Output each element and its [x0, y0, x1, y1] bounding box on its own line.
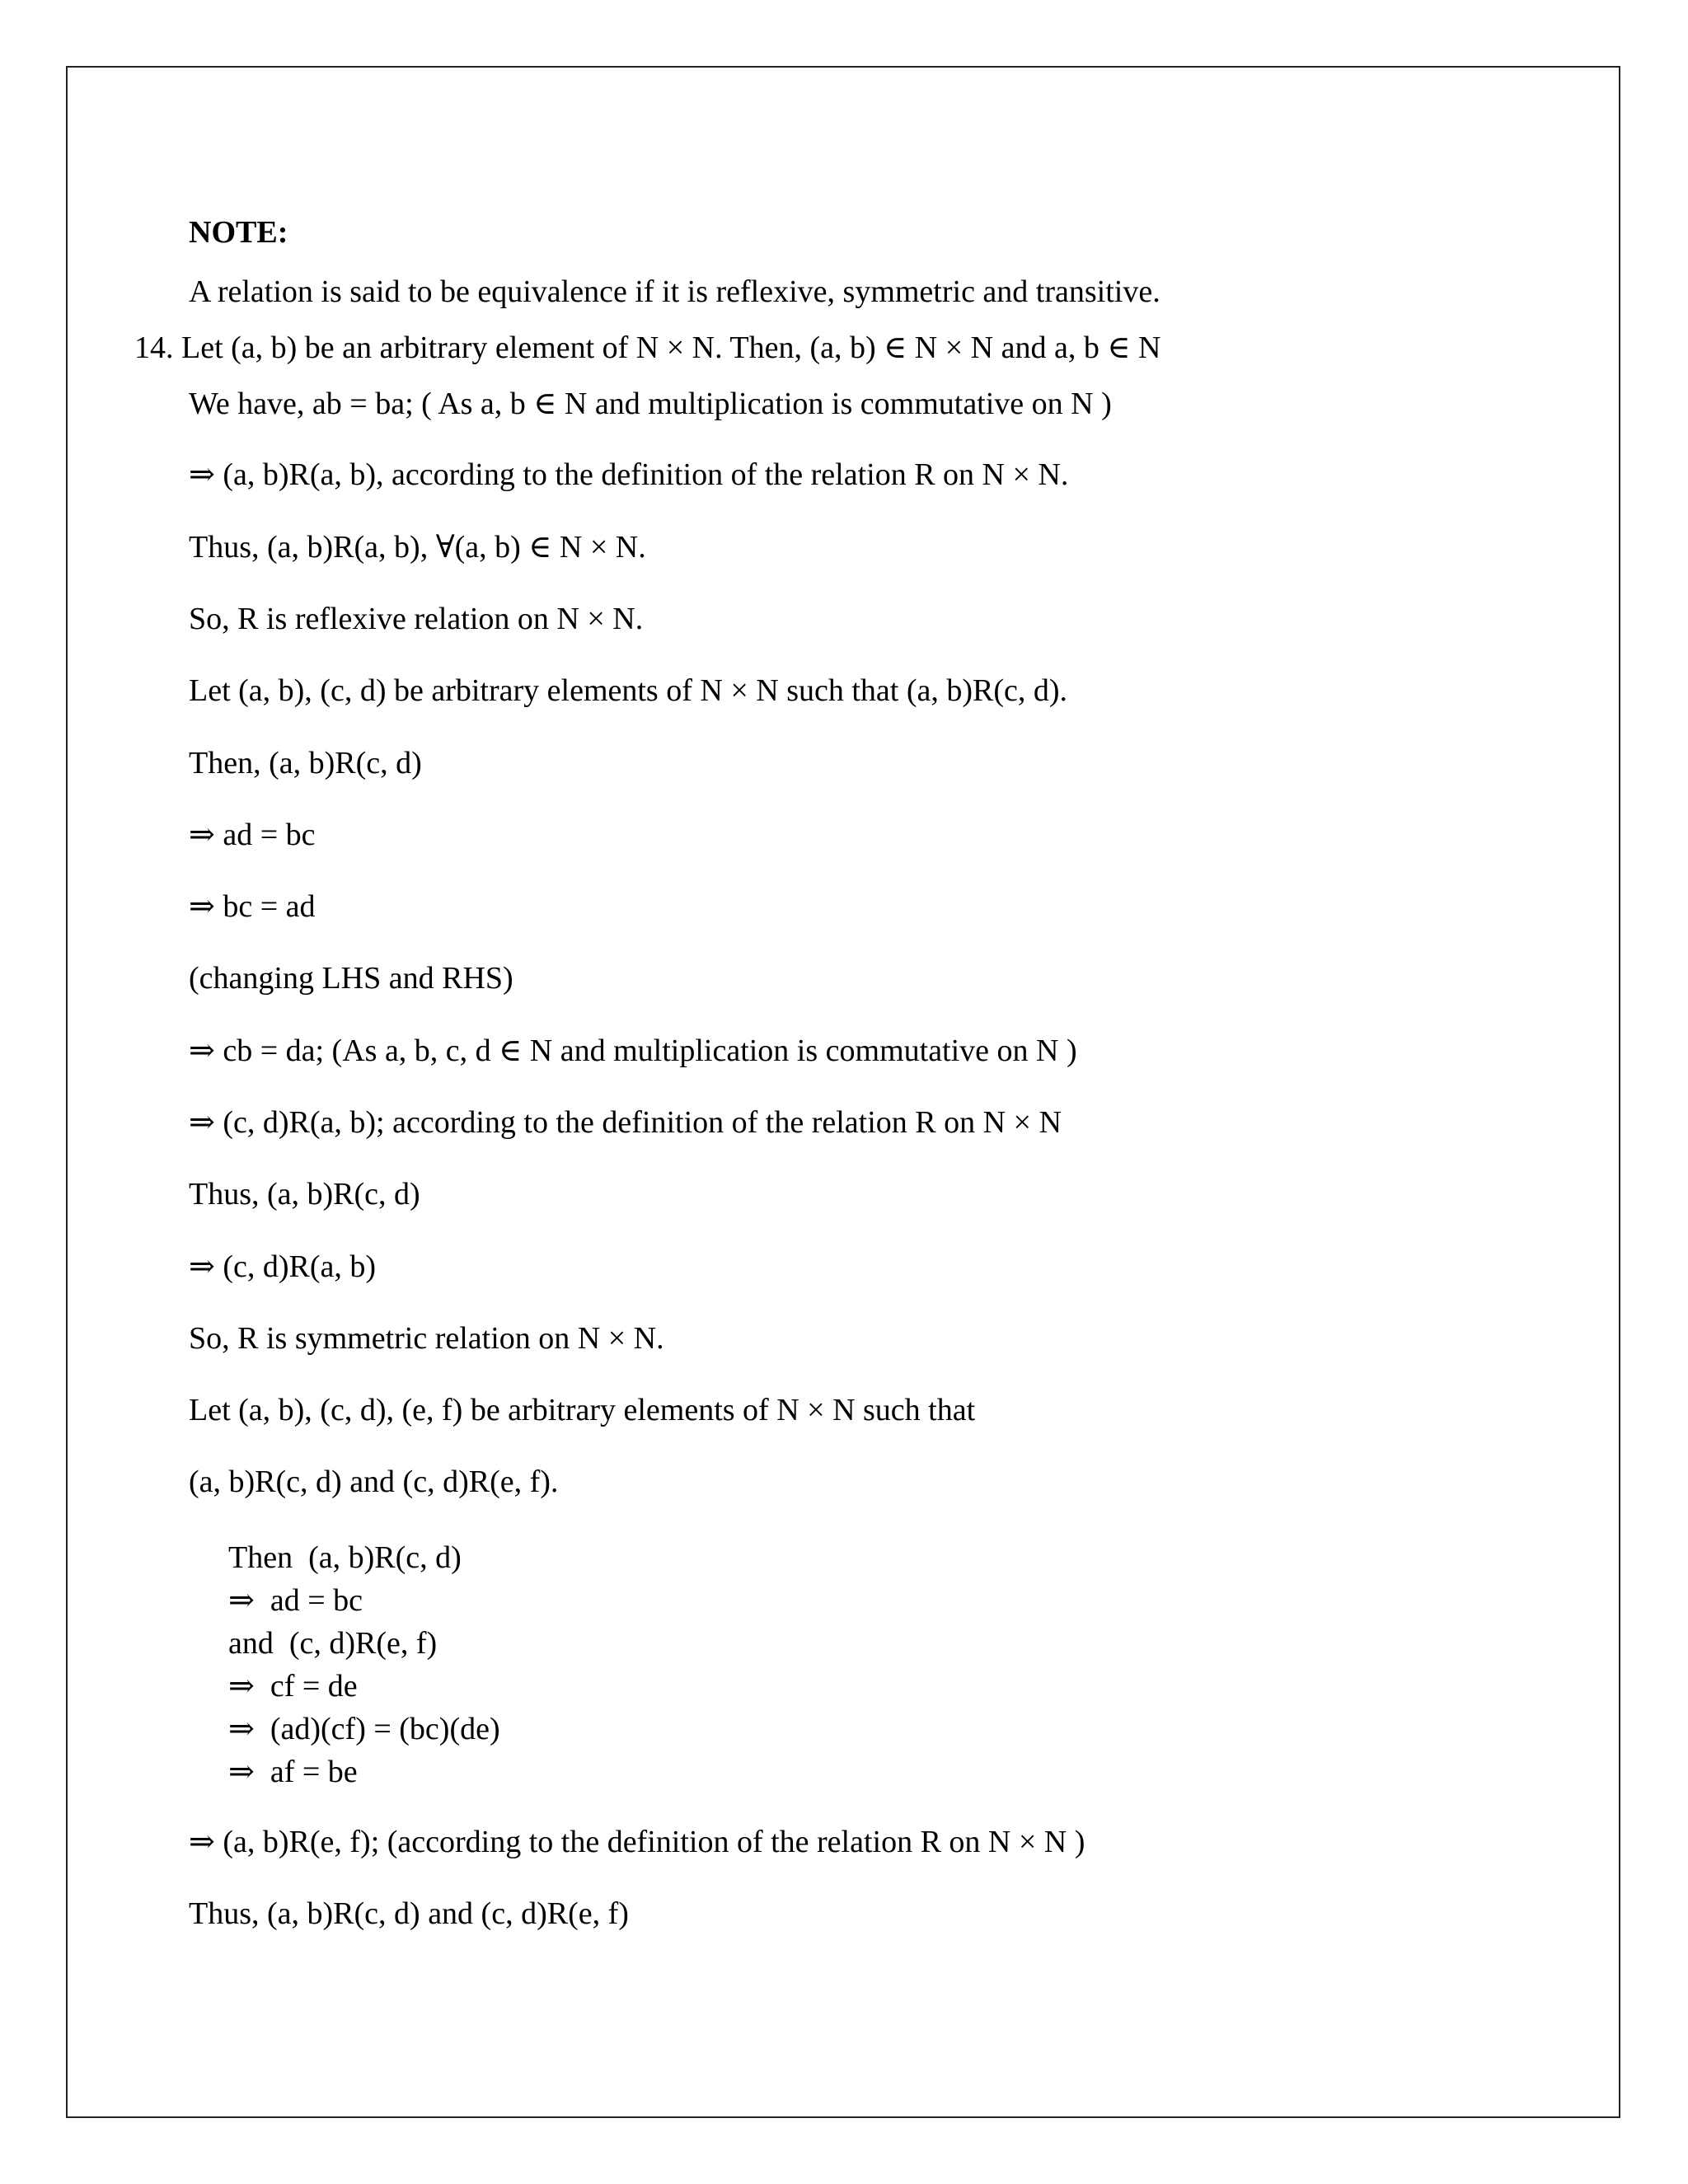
text-line: (a, b)R(c, d) and (c, d)R(e, f).: [189, 1465, 559, 1499]
text-line: Thus, (a, b)R(c, d): [189, 1177, 420, 1212]
text-line: ⇒ (a, b)R(e, f); (according to the definition of the relation R on N × N ): [189, 1825, 1085, 1859]
text-line: ⇒ bc = ad: [189, 889, 316, 924]
text-line: ⇒ (a, b)R(a, b), according to the definition of the relation R on N × N.: [189, 457, 1069, 492]
text-line: We have, ab = ba; ( As a, b ∈ N and multiplication is commutative on N ): [189, 387, 1112, 421]
proof-step: ⇒ ad = bc: [228, 1583, 363, 1618]
text-line: So, R is symmetric relation on N × N.: [189, 1321, 664, 1356]
proof-step: ⇒ af = be: [228, 1755, 358, 1789]
text-line: ⇒ (c, d)R(a, b); according to the definition of the relation R on N × N: [189, 1105, 1062, 1140]
text-line: So, R is reflexive relation on N × N.: [189, 602, 644, 636]
page-border: [66, 66, 1620, 2118]
text-line: Let (a, b), (c, d) be arbitrary elements of N × N such that (a, b)R(c, d).: [189, 673, 1068, 708]
text-line: ⇒ cb = da; (As a, b, c, d ∈ N and multiplication is commutative on N ): [189, 1033, 1077, 1068]
note-heading: NOTE:: [189, 215, 288, 250]
proof-step: ⇒ (ad)(cf) = (bc)(de): [228, 1712, 500, 1746]
text-line: 14. Let (a, b) be an arbitrary element of N × N. Then, (a, b) ∈ N × N and a, b ∈ N: [134, 330, 1161, 365]
text-line: (changing LHS and RHS): [189, 961, 513, 996]
proof-step: ⇒ cf = de: [228, 1669, 358, 1704]
text-line: ⇒ (c, d)R(a, b): [189, 1249, 377, 1284]
proof-step: Then (a, b)R(c, d): [228, 1540, 462, 1575]
text-line: Then, (a, b)R(c, d): [189, 746, 422, 780]
text-line: Thus, (a, b)R(c, d) and (c, d)R(e, f): [189, 1896, 629, 1931]
text-line: ⇒ ad = bc: [189, 818, 316, 852]
text-line: Let (a, b), (c, d), (e, f) be arbitrary elements of N × N such that: [189, 1393, 976, 1427]
text-line: A relation is said to be equivalence if it is reflexive, symmetric and transitive.: [189, 274, 1160, 309]
text-line: Thus, (a, b)R(a, b), ∀(a, b) ∈ N × N.: [189, 530, 646, 565]
proof-step: and (c, d)R(e, f): [228, 1626, 438, 1661]
